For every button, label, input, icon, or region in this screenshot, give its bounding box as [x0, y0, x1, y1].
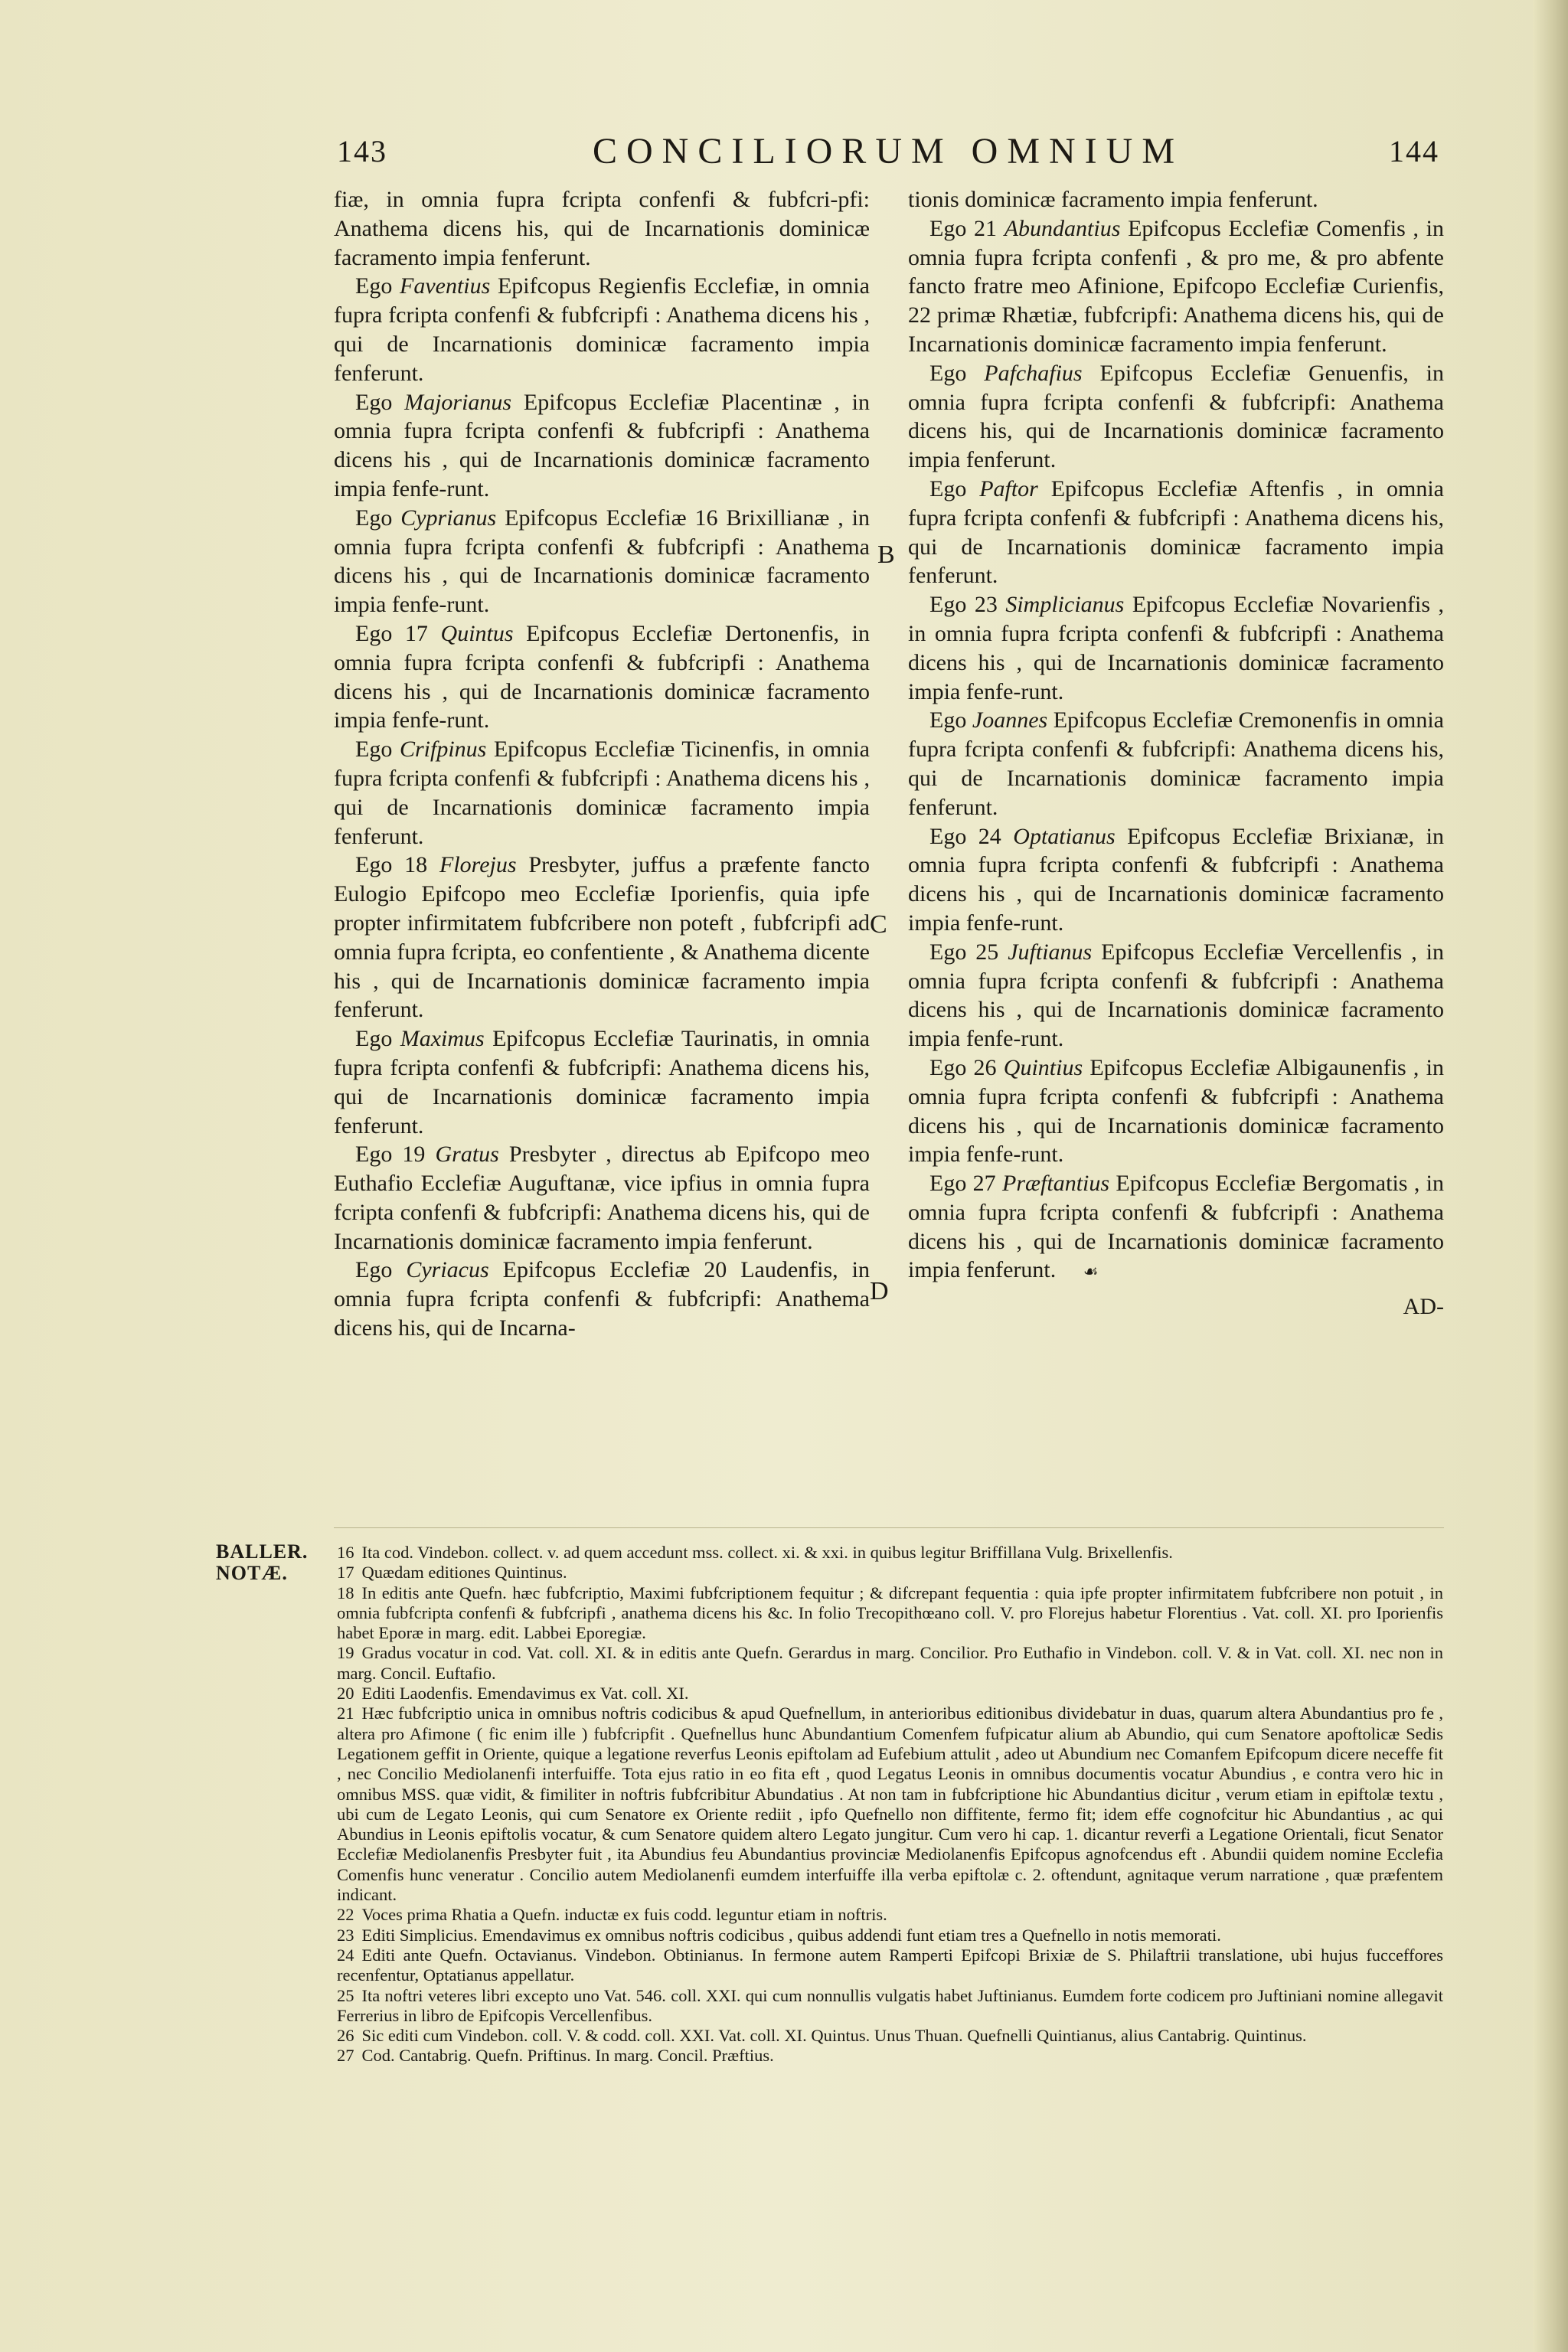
footnote-number: 27: [337, 2046, 354, 2066]
subscription-paragraph: [908, 475, 1444, 590]
subscription-paragraph: [908, 1169, 1444, 1286]
footnote: [337, 1684, 1443, 1704]
signatory-name: Majorianus: [404, 389, 512, 415]
signatory-name: Paftor: [979, 475, 1038, 501]
subscription-paragraph: [908, 590, 1444, 706]
footnote-number: 26: [337, 2026, 354, 2046]
signatory-name: Optatianus: [1013, 823, 1116, 849]
footnote-number: 25: [337, 1985, 354, 2005]
signatory-name: Quintus: [440, 620, 514, 646]
signatory-name: Pafchafius: [984, 360, 1083, 386]
signatory-name: Crifpinus: [399, 737, 487, 763]
footnote: [337, 1926, 1443, 1945]
left-column: [334, 185, 870, 1343]
footnote: [337, 2046, 1443, 2066]
paragraph-text: Epifcopus Ecclefiæ Aftenfis , in omnia fupra fcripta confenfi & fubfcripfi : Anathema dicens his, qui de Incarnationis dominicæ facramento impia fenferunt.: [908, 475, 1445, 589]
page-edge: [1533, 0, 1568, 2352]
signatory-name: Joannes: [972, 707, 1048, 733]
paragraph-prefix: Ego 19: [355, 1142, 436, 1168]
paragraph-text: Epifcopus Ecclefiæ 16 Brixillianæ , in omnia fupra fcripta confenfi & fubfcripfi : Anathema dicens his , qui de Incarnationis dominicæ facramento impia fenfe-runt.: [334, 505, 870, 618]
paragraph-prefix: Ego: [355, 737, 400, 763]
paragraph-text: Epifcopus Ecclefiæ Novarienfis , in omnia fupra fcripta confenfi & fubfcripfi : Anathema dicens his , qui de Incarnationis dominicæ facramento impia fenfe-runt.: [908, 592, 1445, 704]
signatory-name: Faventius: [400, 273, 491, 299]
subscription-paragraph: [908, 359, 1444, 475]
subscription-paragraph: [334, 735, 870, 851]
paragraph-text: Epifcopus Ecclefiæ Vercellenfis , in omnia fupra fcripta confenfi & fubfcripfi : Anathema dicens his , qui de Incarnationis dominicæ facramento impia fenfe-runt.: [908, 939, 1445, 1052]
page-number-left: 143: [337, 134, 387, 168]
paragraph-prefix: Ego 18: [355, 852, 439, 878]
paragraph-prefix: Ego: [355, 1257, 407, 1283]
paragraph-text: tionis dominicæ facramento impia fenferunt.: [908, 187, 1318, 212]
paragraph-prefix: Ego 21: [929, 215, 1004, 241]
paragraph-text: Epifcopus Ecclefiæ Albigaunenfis , in omnia fupra fcripta confenfi & fubfcripfi : Anathema dicens his , qui de Incarnationis dominicæ facramento impia fenfe-runt.: [908, 1054, 1444, 1168]
notes-label: BALLER. NOTÆ.: [216, 1540, 309, 1584]
paragraph-text: Epifcopus Ecclefiæ Placentinæ , in omnia fupra fcripta confenfi & fubfcripfi : Anathema dicens his , qui de Incarnationis dominicæ facramento impia fenfe-runt.: [334, 389, 870, 501]
footnote-number: 17: [337, 1563, 354, 1583]
footnote-number: 18: [337, 1583, 354, 1602]
catchword: AD-: [1403, 1294, 1444, 1320]
margin-letter-b: B: [877, 541, 895, 569]
footnote-text: Ita noftri veteres libri excepto uno Vat. 546. coll. XXI. qui cum nonnullis vulgatis habet Juftinianus. Eumdem forte codicem pro Juftiniani nomine allegavit Ferrerius in libro de Epifcopis Vercellenfibus.: [337, 1985, 1443, 2025]
subscription-paragraph: [908, 214, 1444, 359]
page-header: [337, 130, 1439, 184]
paragraph-prefix: Ego: [355, 273, 400, 299]
footnote: [337, 1643, 1443, 1684]
signatory-name: Quintius: [1003, 1054, 1083, 1080]
footnote-text: Ita cod. Vindebon. collect. v. ad quem accedunt mss. collect. xi. & xxi. in quibus legitur Briffillana Vulg. Brixellenfis.: [361, 1543, 1173, 1562]
subscription-paragraph: [334, 272, 870, 387]
subscription-paragraph: [908, 706, 1444, 822]
signatory-name: Cyriacus: [406, 1257, 489, 1283]
signatory-name: Florejus: [439, 852, 517, 878]
paragraph-text: Presbyter , directus ab Epifcopo meo Euthafio Ecclefiæ Auguftanæ, vice ipfius in omnia fupra fcripta confenfi & fubfcripfi: Anathema dicens his, qui de Incarnationis dominicæ facramento impia fenferunt.: [334, 1142, 871, 1254]
subscription-paragraph: [908, 938, 1444, 1054]
paragraph-text: Epifcopus Ecclefiæ Dertonenfis, in omnia fupra fcripta confenfi & fubfcripfi : Anathema dicens his , qui de Incarnationis dominicæ facramento impia fenfe-runt.: [334, 620, 870, 733]
subscription-paragraph: [334, 504, 870, 619]
paragraph-prefix: Ego: [355, 389, 405, 415]
paragraph-prefix: Ego: [355, 1026, 400, 1052]
footnotes: [337, 1543, 1443, 2066]
paragraph-prefix: Ego 26: [929, 1054, 1004, 1080]
subscription-paragraph: [334, 619, 870, 735]
subscription-paragraph: [908, 822, 1444, 938]
paragraph-text: Presbyter, juffus a præfente fancto Eulogio Epifcopo meo Ecclefiæ Iporienfis, quia ipfe propter infirmitatem fubfcribere non poteft , fubfcripfi ad omnia fupra fcripta, eo confentiente , & Anathema dicente his , qui de Incarnationis dominicæ facramento impia fenferunt.: [334, 852, 871, 1023]
footnote-number: 21: [337, 1704, 354, 1723]
subscription-paragraph: [334, 388, 870, 504]
footnote: [337, 1583, 1443, 1644]
footnote: [337, 1563, 1443, 1583]
paragraph-prefix: Ego 23: [929, 592, 1006, 618]
paragraph-prefix: Ego: [929, 360, 985, 386]
footnote-text: Editi ante Quefn. Octavianus. Vindebon. Obtinianus. In fermone autem Ramperti Epifcopi Brixiæ de S. Philaftrii translatione, ubi hujus fucceffores recenfentur, Optatianus appellatur.: [337, 1945, 1443, 1985]
footnote-number: 24: [337, 1945, 354, 1965]
signatory-name: Abundantius: [1004, 215, 1121, 241]
footnote: [337, 1704, 1443, 1905]
right-column: [908, 185, 1444, 1321]
fleuron-ornament: ☙: [1083, 1262, 1099, 1282]
footnote-text: Voces prima Rhatia a Quefn. inductæ ex fuis codd. leguntur etiam in noftris.: [361, 1905, 887, 1925]
subscription-paragraph: [908, 1054, 1444, 1169]
subscription-paragraph: [334, 851, 870, 1024]
paragraph-text: Epifcopus Ecclefiæ Ticinenfis, in omnia fupra fcripta confenfi & fubfcripfi : Anathema dicens his , qui de Incarnationis dominicæ facramento impia fenferunt.: [334, 737, 870, 849]
footnote: [337, 1945, 1443, 1986]
paragraph-prefix: Ego: [929, 707, 972, 733]
paragraph-text: Epifcopus Ecclefiæ 20 Laudenfis, in omnia fupra fcripta confenfi & fubfcripfi: Anathema dicens his, qui de Incarna-: [334, 1257, 871, 1341]
signatory-name: Simplicianus: [1005, 592, 1125, 618]
subscription-paragraph: [908, 185, 1444, 214]
footnote-text: Gradus vocatur in cod. Vat. coll. XI. & in editis ante Quefn. Gerardus in marg. Concilior. Pro Euthafio in Vindebon. coll. V. & in Vat. coll. XI. nec non in marg. Concil. Euftafio.: [337, 1643, 1443, 1683]
footnote: [337, 2026, 1443, 2046]
paragraph-text: fiæ, in omnia fupra fcripta confenfi & fubfcri-pfi: Anathema dicens his, qui de Incarnationis dominicæ facramento impia fenferunt.: [334, 187, 870, 270]
footnote-text: Editi Simplicius. Emendavimus ex omnibus noftris codicibus , quibus addendi funt etiam tres a Quefnello in notis memorati.: [361, 1925, 1221, 1945]
paragraph-text: Epifcopus Ecclefiæ Genuenfis, in omnia fupra fcripta confenfi & fubfcripfi: Anathema dicens his, qui de Incarnationis dominicæ facramento impia fenferunt.: [908, 360, 1445, 473]
footnote-text: Quædam editiones Quintinus.: [361, 1563, 567, 1583]
subscription-paragraph: [334, 185, 870, 272]
footnote: [337, 1905, 1443, 1925]
footnote-text: Editi Laodenfis. Emendavimus ex Vat. coll. XI.: [361, 1684, 689, 1704]
paragraph-text: Epifcopus Regienfis Ecclefiæ, in omnia fupra fcripta confenfi & fubfcripfi : Anathema dicens his , qui de Incarnationis dominicæ facramento impia fenferunt.: [334, 273, 870, 386]
signatory-name: Juftianus: [1008, 939, 1093, 965]
footnote-number: 19: [337, 1643, 354, 1663]
paragraph-prefix: Ego: [355, 505, 401, 531]
paragraph-prefix: Ego 27: [929, 1171, 1003, 1197]
subscription-paragraph: [334, 1024, 870, 1140]
margin-letter-c: C: [870, 910, 887, 939]
footnote-rule: [334, 1527, 1444, 1528]
margin-letter-d: D: [870, 1277, 889, 1305]
paragraph-text: Epifcopus Ecclefiæ Brixianæ, in omnia fupra fcripta confenfi & fubfcripfi : Anathema dicens his , qui de Incarnationis dominicæ facramento impia fenfe-runt.: [908, 823, 1444, 936]
footnote-number: 20: [337, 1684, 354, 1704]
subscription-paragraph: [334, 1140, 870, 1256]
footnote-text: Cod. Cantabrig. Quefn. Priftinus. In marg. Concil. Præftius.: [361, 2046, 774, 2066]
running-title: CONCILIORUM OMNIUM: [592, 131, 1184, 172]
signatory-name: Præftantius: [1002, 1171, 1110, 1197]
signatory-name: Maximus: [400, 1026, 485, 1052]
paragraph-text: Epifcopus Ecclefiæ Cremonenfis in omnia fupra fcripta confenfi & fubfcripfi: Anathema dicens his, qui de Incarnationis dominicæ facramento impia fenferunt.: [908, 707, 1444, 820]
paragraph-text: Epifcopus Ecclefiæ Bergomatis , in omnia fupra fcripta confenfi & fubfcripfi : Anathema dicens his , qui de Incarnationis dominicæ facramento impia fenferunt.: [908, 1171, 1445, 1283]
footnote-number: 23: [337, 1925, 354, 1945]
footnote-text: Hæc fubfcriptio unica in omnibus noftris codicibus & apud Quefnellum, in anterioribus editionibus dividebatur in duas, quarum altera Abundantius pro fe , altera pro Afimone ( fic enim ille ) fubfcripfit . Quefnellus hunc Abundantium Comenfem fufpicatur alium ab Abundio, qui cum Senatore apoftolicæ Sedis Legationem geffit in Oriente, quique a legatione reverfus Leonis epiftolam ad Eufebium attulit , adeo ut Abundium nec Comanfem Epifcopum dicere neceffe fit , nec Concilio Mediolanenfi interfuiffe. Tota ejus ratio in eo fita eft , quod Legatus Leonis in omnibus documentis vocatur Abundius , e contra vero hic in omnibus MSS. quæ vidit, & fimiliter in noftris fubfcribitur Abundatius . At non tam in fubfcriptione hic Abundantius dicitur , verum etiam in epiftolæ textu , ubi cum de Legato Leonis, qui cum Senatore ex Oriente rediit , ipfo Quefnello non diffitente, fermo fit; idem effe cognofcitur hic Abundantius , ac qui Abundius in Leonis epiftolis vocatur, & cum Senatore quidem altero Legato jungitur. Cum vero hi cap. 1. dicantur reverfi a Legatione Orientali, ficut Senator Ecclefiæ Mediolanenfis Presbyter fuit , ita Abundius feu Abundantius provinciæ Mediolanenfis Epifcopus agnofcendus eft . Abundii quidem nomine Ecclefia Comenfis hunc veneratur . Concilio autem Mediolanenfi eumdem interfuiffe illa verba epiftolæ c. 2. oftendunt, agnitaque verum narratione , quæ præfentem indicant.: [337, 1704, 1443, 1905]
footnote-text: In editis ante Quefn. hæc fubfcriptio, Maximi fubfcriptionem fequitur ; & difcrepant fequentia : quia ipfe propter infirmitatem fubfcribere non potuit , in omnia fubfcripta confenfi & fubfcripfi , anathema dicens his &c. In folio Trecopithœano coll. V. pro Florejus habetur Florentius . Vat. coll. XI. pro Iporienfis habet Eporæ in marg. edit. Labbei Eporegiæ.: [337, 1583, 1443, 1643]
subscription-paragraph: [334, 1256, 870, 1342]
paragraph-text: Epifcopus Ecclefiæ Comenfis , in omnia fupra fcripta confenfi , & pro me, & pro abfente fancto fratre meo Afinione, Epifcopo Ecclefiæ Curienfis, 22 primæ Rhætiæ, fubfcripfi: Anathema dicens his, qui de Incarnationis dominicæ facramento impia fenferunt.: [908, 215, 1444, 357]
footnote-text: Sic editi cum Vindebon. coll. V. & codd. coll. XXI. Vat. coll. XI. Quintus. Unus Thuan. Quefnelli Quintianus, alius Cantabrig. Quintinus.: [361, 2026, 1307, 2046]
footnote-number: 16: [337, 1543, 354, 1562]
paragraph-prefix: Ego 17: [355, 620, 441, 646]
paragraph-text: Epifcopus Ecclefiæ Taurinatis, in omnia fupra fcripta confenfi & fubfcripfi: Anathema dicens his, qui de Incarnationis dominicæ facramento impia fenferunt.: [334, 1026, 870, 1138]
footnote-number: 22: [337, 1905, 354, 1925]
page-number-right: 144: [1389, 134, 1439, 168]
paragraph-prefix: Ego 24: [929, 823, 1014, 849]
footnote: [337, 1543, 1443, 1563]
signatory-name: Cyprianus: [400, 505, 497, 531]
paragraph-prefix: Ego 25: [929, 939, 1008, 965]
footnote: [337, 1986, 1443, 2027]
signatory-name: Gratus: [435, 1142, 499, 1168]
paragraph-prefix: Ego: [929, 475, 980, 501]
